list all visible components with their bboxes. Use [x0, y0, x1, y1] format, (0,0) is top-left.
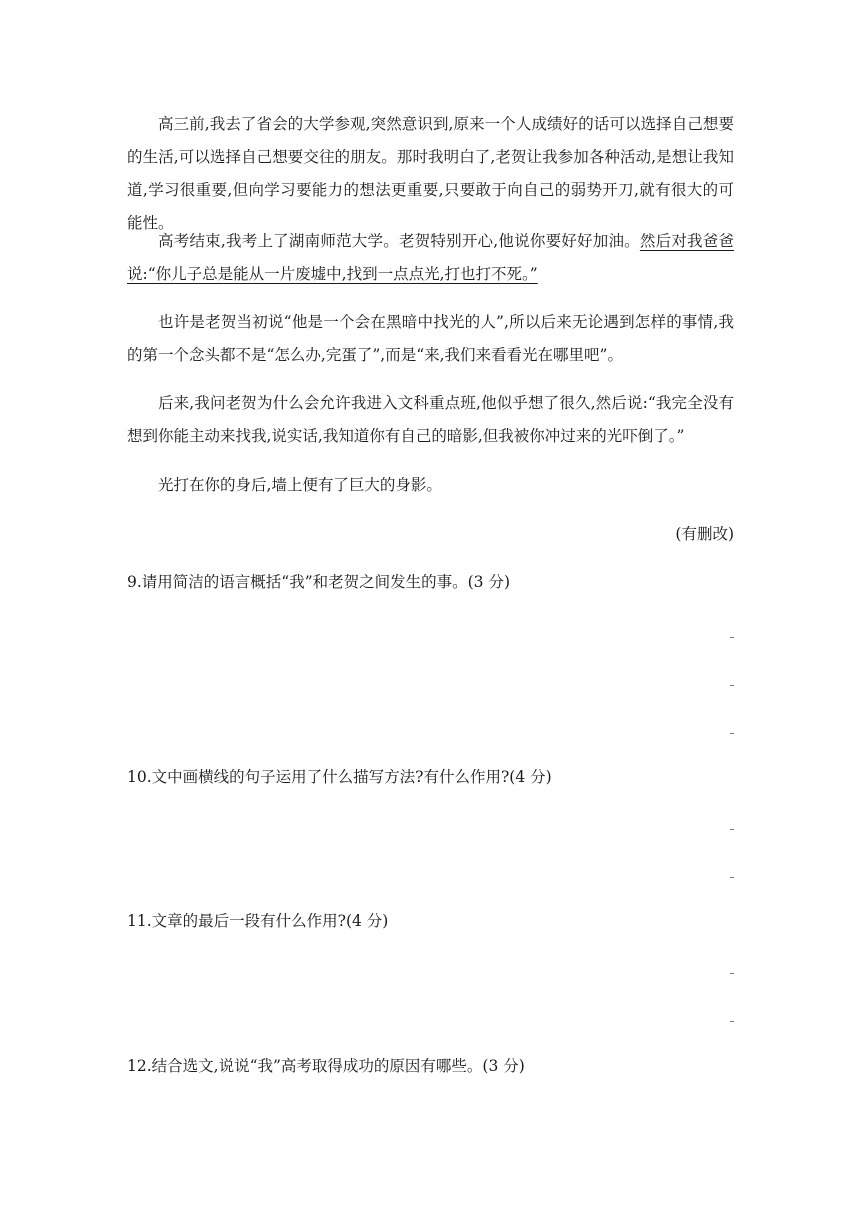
answer-line-mark [730, 685, 734, 686]
question-10: 10.文中画横线的句子运用了什么描写方法?有什么作用?(4 分) [127, 768, 552, 786]
question-12: 12.结合选文,说说“我”高考取得成功的原因有哪些。(3 分) [127, 1057, 525, 1075]
answer-line-mark [730, 1021, 734, 1022]
question-11: 11.文章的最后一段有什么作用?(4 分) [127, 912, 389, 930]
passage-paragraph-2 [127, 225, 734, 291]
source-note: (有删改) [675, 525, 734, 543]
answer-line-mark [730, 733, 734, 734]
passage-paragraph-5: 光打在你的身后,墙上便有了巨大的身影。 [158, 476, 442, 494]
answer-line-mark [730, 877, 734, 878]
passage-paragraph-4: 后来,我问老贺为什么会允许我进入文科重点班,他似乎想了很久,然后说:“我完全没有想到你能主动来找我,说实话,我知道你有自己的暗影,但我被你冲过来的光吓倒了。” [127, 394, 734, 445]
underlined-sentence: 然后对我爸爸说:“你儿子总是能从一片废墟中,找到一点点光,打也打不死。” [127, 232, 734, 283]
answer-line-mark [730, 637, 734, 638]
answer-line-mark [730, 829, 734, 830]
passage-paragraph-1: 高三前,我去了省会的大学参观,突然意识到,原来一个人成绩好的话可以选择自己想要的生活,可以选择自己想要交往的朋友。那时我明白了,老贺让我参加各种活动,是想让我知道,学习很重要,但向学习要能力的想法更重要,只要敢于向自己的弱势开刀,就有很大的可能性。 [127, 115, 734, 232]
paragraph-2-text: 高考结束,我考上了湖南师范大学。老贺特别开心,他说你要好好加油。 [158, 232, 640, 250]
answer-line-mark [730, 973, 734, 974]
passage-paragraph-3: 也许是老贺当初说“他是一个会在黑暗中找光的人”,所以后来无论遇到怎样的事情,我的第一个念头都不是“怎么办,完蛋了”,而是“来,我们来看看光在哪里吧”。 [127, 313, 734, 364]
question-9: 9.请用简洁的语言概括“我”和老贺之间发生的事。(3 分) [127, 573, 511, 591]
